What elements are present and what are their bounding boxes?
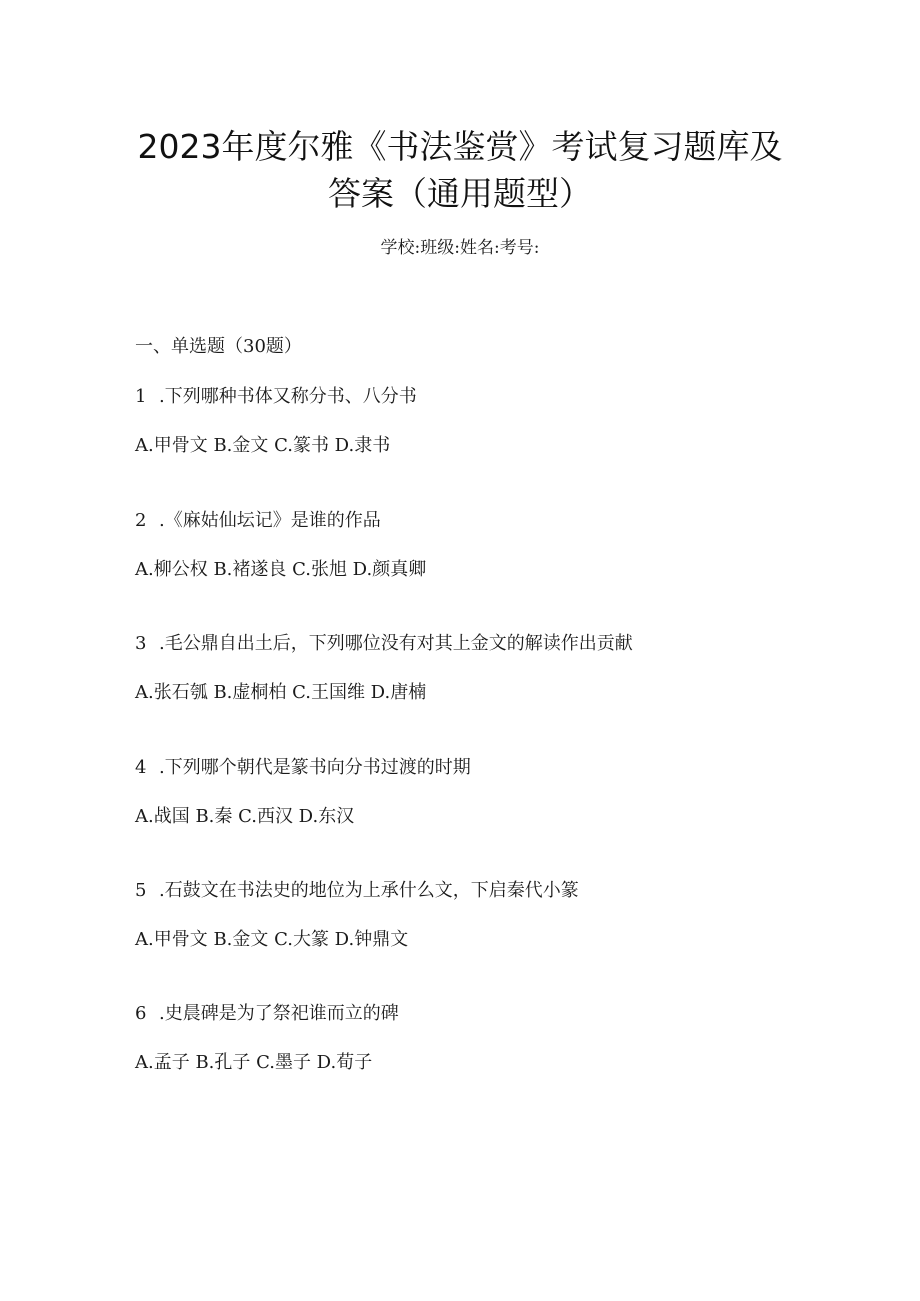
question-text: .史晨碑是为了祭祀谁而立的碑 <box>159 1003 399 1024</box>
question-options: A.甲骨文 B.金文 C.大篆 D.钟鼎文 <box>135 929 409 950</box>
document-title-line-2: 答案（通用题型） <box>328 174 592 213</box>
question-number: 3 <box>135 633 147 654</box>
question-number: 6 <box>135 1003 147 1024</box>
question-stem <box>135 755 471 781</box>
question-stem <box>135 1001 399 1027</box>
question-options: A.战国 B.秦 C.西汉 D.东汉 <box>135 806 355 827</box>
question-stem <box>135 631 633 657</box>
question-options: A.甲骨文 B.金文 C.篆书 D.隶书 <box>135 435 391 456</box>
question-text: .毛公鼎自出土后，下列哪位没有对其上金文的解读作出贡献 <box>159 633 633 654</box>
question-stem <box>135 508 381 534</box>
question-stem <box>135 384 417 410</box>
question-options: A.柳公权 B.褚遂良 C.张旭 D.颜真卿 <box>135 559 427 580</box>
question-text: .下列哪种书体又称分书、八分书 <box>159 386 417 407</box>
question-number: 1 <box>135 386 147 407</box>
question-text: .《麻姑仙坛记》是谁的作品 <box>159 510 381 531</box>
question-text: .石鼓文在书法史的地位为上承什么文，下启秦代小篆 <box>159 880 579 901</box>
question-text: .下列哪个朝代是篆书向分书过渡的时期 <box>159 757 471 778</box>
section-heading: 一、单选题（30题） <box>135 336 302 357</box>
question-number: 2 <box>135 510 147 531</box>
question-number: 4 <box>135 757 147 778</box>
question-options: A.张石瓠 B.虚桐柏 C.王国维 D.唐楠 <box>135 682 427 703</box>
question-stem <box>135 878 579 904</box>
student-info-line: 学校:班级:姓名:考号: <box>380 238 540 258</box>
question-number: 5 <box>135 880 147 901</box>
question-options: A.孟子 B.孔子 C.墨子 D.荀子 <box>135 1052 373 1073</box>
document-title-line-1: 2023年度尔雅《书法鉴赏》考试复习题库及 <box>137 127 783 166</box>
